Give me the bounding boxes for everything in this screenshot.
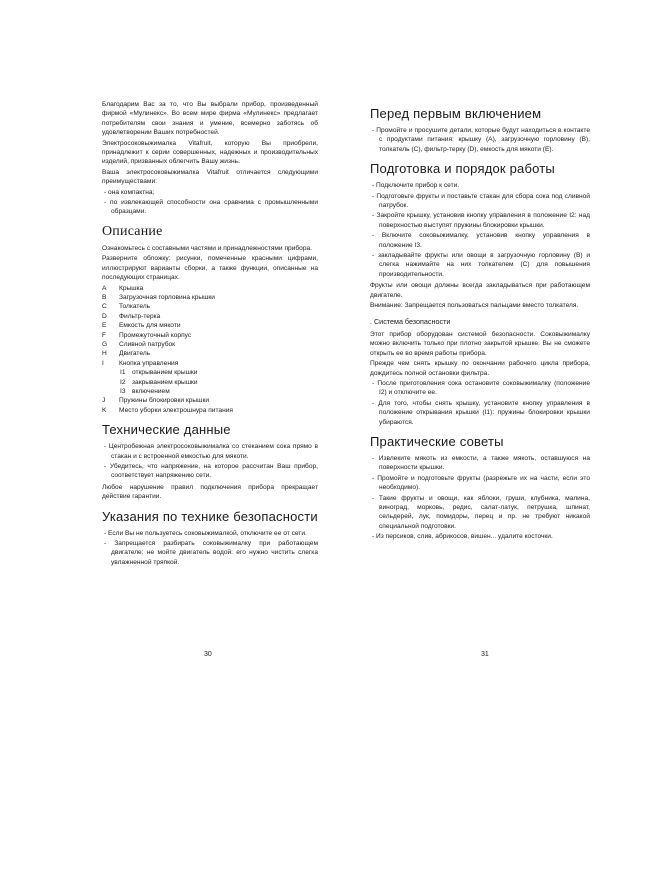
part-label: Сливной патрубок (119, 340, 176, 348)
list-item: - Если Вы не пользуетесь соковыжималкой, отключите ее от сети. (104, 529, 307, 537)
part-label: Емкость для мякоти (119, 322, 181, 330)
technical-list (102, 442, 318, 481)
intro-paragraph: Электросоковыжималка Vitafruit, которую Вы приобрели, принадлежит к серии совершенных, надежных и производительных изделий, призванных облегчить Вашу жизнь. (102, 139, 318, 166)
part-label: Пружины блокировки крышки (119, 397, 210, 405)
subpart-label: включением (132, 387, 170, 395)
list-item: - Закройте крышку, установив кнопку управления в положение I2: над поверхностью выступят пружины блокировки крышки. (372, 212, 590, 229)
list-item: - Промойте и подготовьте фрукты (разрежьте их на части, если это необходимо). (372, 474, 590, 492)
list-item: - Убедитесь, что напряжение, на которое рассчитан Ваш прибор, соответствует напряжению сети. (104, 463, 318, 480)
page-number-right: 31 (481, 651, 489, 658)
part-label: Крышка (119, 284, 144, 292)
subpart-key: I2 (120, 378, 126, 386)
part-key: E (102, 322, 107, 330)
part-row (102, 312, 318, 321)
part-key: A (102, 284, 107, 292)
part-row (102, 359, 318, 368)
part-key: F (102, 331, 107, 339)
list-item: - Включите соковыжималку, установив кнопку управления в положение I3. (372, 232, 590, 249)
subpart-label: закрыванием крышки (132, 378, 198, 386)
part-key: K (102, 406, 107, 414)
safety-heading: Указания по технике безопасности (102, 508, 318, 524)
safety-list (102, 529, 318, 568)
tips-heading: Практические советы (370, 433, 504, 449)
description-paragraph: Разверните обложку: рисунки, помеченные красными цифрами, иллюстрируют варианты сборки, а также функции, описанные на последующих страницах. (102, 255, 318, 282)
list-item: - Такие фрукты и овощи, как яблоки, груши, клубника, малина, виноград, морковь, редис, салат-латук, петрушка, шпинат, сельдерей, лук, помидоры, перец и пр. не требуют никакой специальной подготовки. (372, 494, 590, 530)
list-item: - Центробежная электросоковыжималка со стеканием сока прямо в стакан и с встроенной емкостью для мякоти. (104, 443, 318, 460)
parts-list (102, 284, 318, 416)
part-row (102, 340, 318, 349)
list-item: - закладывайте фрукты или овощи в загрузочную горловину (B) и слегка нажимайте на них толкателем (C) для повышения производительности. (372, 252, 590, 278)
part-key: H (102, 350, 107, 358)
safety-system-paragraph: Прежде чем снять крышку по окончании рабочего цикла прибора, дождитесь полной остановки фильтра. (370, 360, 590, 377)
preparation-heading: Подготовка и порядок работы (370, 161, 555, 177)
part-key: C (102, 303, 107, 311)
part-key: I (102, 359, 104, 367)
before-use-list (370, 126, 590, 154)
list-item: - Промойте и просушите детали, которые будут находиться в контакте с продуктами питания: крышку (A), загрузочную горловину (B), толкатель (C), фильтр-терку (D), емкость для мякоти (E). (372, 127, 590, 153)
before-use-heading: Перед первым включением (370, 106, 542, 121)
safety-system-heading: . Система безопасности (370, 316, 451, 326)
description-paragraph: Ознакомьтесь с составными частями и принадлежностями прибора. (102, 244, 312, 252)
safety-system-paragraph: Этот прибор оборудован системой безопасности. Соковыжималку можно включить только при плотно закрытой крышке. Вы не сможете открыть ее во время работы прибора. (370, 330, 590, 357)
tips-list (370, 454, 590, 542)
part-row (102, 349, 318, 358)
list-item: - После приготовления сока остановите соковыжималку (положение I2) и отключите ее. (372, 379, 590, 397)
part-row (102, 406, 318, 415)
list-item: - по извлекающей способности она сравнима с промышленными образцами. (104, 199, 318, 216)
part-label: Фильтр-терка (119, 312, 161, 320)
part-row (102, 284, 318, 293)
subpart-key: I1 (120, 369, 126, 377)
part-label: Промежуточный корпус (119, 331, 192, 339)
part-row (102, 302, 318, 311)
list-item: - Запрещается разбирать соковыжималку при работающем двигателе; не мойте двигатель водой: его нужно чистить слегка увлажненной тряпкой. (104, 540, 318, 566)
part-key: J (102, 397, 106, 405)
part-row (102, 293, 318, 302)
list-item: - Для того, чтобы снять крышку, установите кнопку управления в положение открывания крышки (I1): пружины блокировки крышки убираются. (372, 399, 590, 426)
list-item: - она компактна; (104, 188, 155, 196)
preparation-note: Фрукты или овощи должны всегда закладываться при работающем двигателе. (370, 282, 590, 299)
part-row (102, 321, 318, 330)
warranty-note: Любое нарушение правил подключения прибора прекращает действие гарантии. (102, 483, 318, 501)
technical-heading: Технические данные (102, 422, 231, 438)
preparation-note: Внимание: Запрещается пользоваться пальцами вместо толкателя. (370, 302, 579, 310)
left-column (102, 100, 318, 569)
part-label: Загрузочная горловина крышки (119, 293, 215, 301)
list-item: - Подключите прибор к сети. (372, 182, 460, 190)
list-item: - Извлеките мякоть из емкости, а также мякоть, оставшуюся на поверхности крышки. (372, 454, 590, 472)
part-label: Кнопка управления (119, 359, 179, 367)
safety-system-list (370, 379, 590, 427)
intro-paragraph: Благодарим Вас за то, что Вы выбрали прибор, произведенный фирмой «Мулинекс». Во всем мире фирма «Мулинекс» предлагает потребителям свои знания и умение, всемерно заботясь об удовлетворении Ваших потребностей. (102, 101, 318, 137)
page-number-left: 30 (204, 651, 212, 658)
part-key: B (102, 293, 107, 301)
part-row (102, 331, 318, 340)
part-label: Двигатель (119, 350, 151, 358)
subpart-key: I3 (120, 387, 126, 395)
right-column (370, 106, 590, 544)
part-key: G (102, 340, 108, 348)
part-label: Место уборки электрошнура питания (119, 406, 233, 414)
list-item: - Подготовьте фрукты и поставьте стакан для сбора сока под сливной патрубок. (372, 192, 590, 210)
subpart-row (102, 387, 318, 396)
part-label: Толкатель (119, 303, 151, 311)
preparation-list (370, 181, 590, 279)
subpart-label: открыванием крышки (132, 369, 198, 377)
list-item: - Из персиков, слив, абрикосов, вишен... удалите косточки. (372, 533, 553, 541)
description-heading: Описание (102, 223, 163, 239)
part-key: D (102, 312, 107, 320)
subpart-row (102, 368, 318, 377)
advantages-list (102, 188, 318, 217)
subpart-row (102, 378, 318, 387)
intro-paragraph: Ваша электросоковыжималка Vitafruit отличается следующими преимуществами: (102, 168, 318, 186)
part-row (102, 396, 318, 405)
